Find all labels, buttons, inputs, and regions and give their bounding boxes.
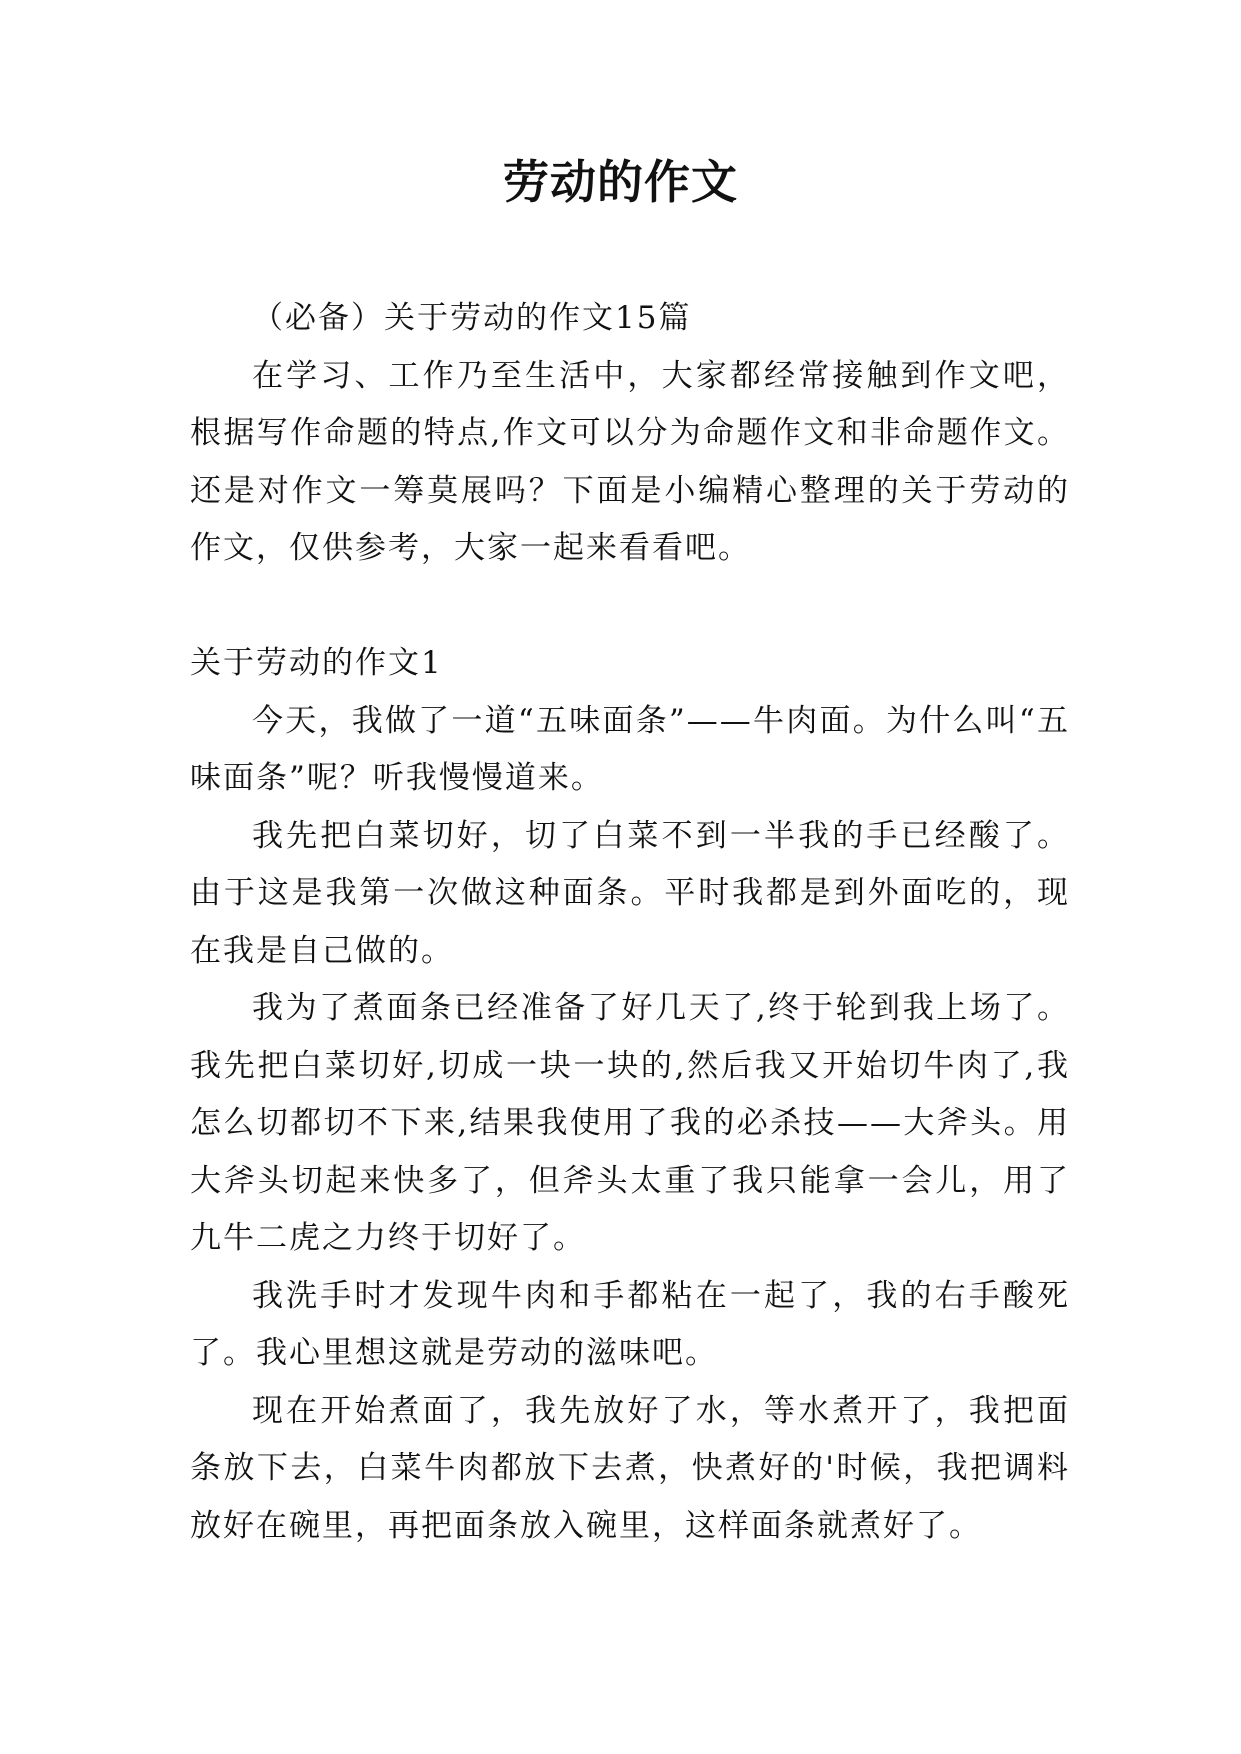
body-paragraph-3: 我为了煮面条已经准备了好几天了,终于轮到我上场了。我先把白菜切好,切成一块一块的,然后我又开始切牛肉了,我怎么切都切不下来,结果我使用了我的必杀技——大斧头。用大斧头切起来快多了，但斧头太重了我只能拿一会儿，用了九牛二虎之力终于切好了。 — [190, 990, 1070, 1256]
document-title: 劳动的作文 — [503, 155, 738, 209]
intro-paragraph: 在学习、工作乃至生活中，大家都经常接触到作文吧，根据写作命题的特点,作文可以分为命题作文和非命题作文。还是对作文一筹莫展吗？下面是小编精心整理的关于劳动的作文，仅供参考，大家一起来看看吧。 — [190, 357, 1070, 566]
subtitle-line: （必备）关于劳动的作文15篇 — [252, 300, 692, 336]
section-heading: 关于劳动的作文1 — [190, 645, 443, 681]
body-paragraph-1: 今天，我做了一道“五味面条”——牛肉面。为什么叫“五味面条”呢？听我慢慢道来。 — [190, 702, 1070, 796]
body-paragraph-2: 我先把白菜切好，切了白菜不到一半我的手已经酸了。由于这是我第一次做这种面条。平时我都是到外面吃的，现在我是自己做的。 — [190, 817, 1070, 969]
body-paragraph-4: 我洗手时才发现牛肉和手都粘在一起了，我的右手酸死了。我心里想这就是劳动的滋味吧。 — [190, 1277, 1070, 1371]
document-body — [190, 290, 1070, 1555]
paragraph-gap — [190, 578, 1070, 636]
body-paragraph-5: 现在开始煮面了，我先放好了水，等水煮开了，我把面条放下去，白菜牛肉都放下去煮，快煮好的'时候，我把调料放好在碗里，再把面条放入碗里，这样面条就煮好了。 — [190, 1392, 1070, 1544]
